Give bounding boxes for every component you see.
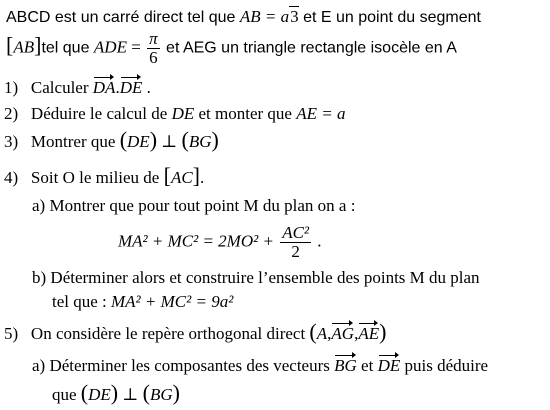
q2-mid: et monter que bbox=[194, 104, 297, 123]
perp-symbol-2: ⊥ bbox=[118, 385, 143, 404]
intro-line-2 bbox=[6, 30, 457, 67]
line-de: DE bbox=[127, 132, 150, 151]
q3-text: Montrer que bbox=[30, 132, 120, 151]
q4b-label: b) bbox=[32, 268, 47, 287]
formula-num: AC² bbox=[282, 223, 310, 242]
question-1 bbox=[4, 78, 151, 98]
vector-ae: AE bbox=[358, 324, 380, 343]
vector-de: DE bbox=[119, 78, 143, 97]
question-2 bbox=[4, 104, 345, 124]
q1-text: Calculer bbox=[30, 78, 93, 97]
question-3: 3) Montrer que (DE) ⊥ (BG) bbox=[4, 127, 219, 152]
intro-text: ABCD est un carré direct tel que bbox=[6, 9, 240, 26]
angle-ade: ADE bbox=[93, 37, 127, 57]
fraction-pi-6 bbox=[147, 30, 160, 67]
formula-end: . bbox=[313, 231, 322, 251]
line-bg-2: BG bbox=[149, 385, 173, 404]
intro-text-b: et E un point du segment bbox=[298, 9, 481, 26]
question-5a-line2: que (DE) ⊥ (BG) bbox=[52, 380, 180, 405]
math-ae-eq-a: AE = a bbox=[296, 104, 346, 123]
question-4b-line2 bbox=[52, 292, 233, 312]
frac-den: 6 bbox=[149, 48, 158, 67]
q5-text: On considère le repère orthogonal direct bbox=[30, 324, 310, 343]
origin-a: A bbox=[316, 324, 328, 343]
end: . bbox=[142, 78, 151, 97]
bracket-open: [ bbox=[6, 32, 14, 58]
segment-ab: AB bbox=[13, 37, 35, 57]
q5a-et: et bbox=[356, 356, 378, 375]
q5a-que: que bbox=[52, 385, 81, 404]
q2-text: Déduire le calcul de bbox=[30, 104, 172, 123]
q4-text: Soit O le milieu de bbox=[30, 168, 164, 187]
vector-de-2: DE bbox=[377, 356, 401, 375]
eq-sign: = bbox=[126, 37, 146, 57]
q4a-text: Montrer que pour tout point M du plan on a : bbox=[49, 196, 356, 215]
q4-number: 4) bbox=[4, 168, 19, 187]
line-de-2: DE bbox=[88, 385, 111, 404]
segment-ac: AC bbox=[170, 168, 193, 187]
intro-line-1 bbox=[6, 6, 481, 28]
intro-text-c: et AEG un triangle rectangle isocèle en A bbox=[161, 39, 457, 57]
line-bg: BG bbox=[188, 132, 212, 151]
formula-den: 2 bbox=[291, 242, 300, 261]
q5-number: 5) bbox=[4, 324, 19, 343]
q5a-text: Déterminer les composantes des vecteurs bbox=[49, 356, 335, 375]
perp-symbol: ⊥ bbox=[157, 132, 182, 151]
formula-median bbox=[118, 224, 322, 261]
math-eq: = a bbox=[260, 7, 290, 26]
question-4b bbox=[32, 268, 480, 288]
sqrt-three: 3 bbox=[290, 7, 299, 26]
dot: . bbox=[115, 78, 120, 97]
frac-num: π bbox=[149, 29, 158, 48]
question-5: 5) On considère le repère orthogonal direct (A,AG,AE) bbox=[4, 319, 387, 344]
formula-left: MA² + MC² = 2MO² + bbox=[118, 231, 279, 251]
q4b-text: Déterminer alors et construire l’ensemble des points M du plan bbox=[50, 268, 480, 287]
vector-bg: BG bbox=[334, 356, 357, 375]
question-4: 4) Soit O le milieu de [AC]. bbox=[4, 163, 205, 188]
q5a-label: a) bbox=[32, 356, 46, 375]
q4b-tel-que: tel que : bbox=[52, 292, 112, 311]
question-5a bbox=[32, 356, 488, 376]
q4-end: . bbox=[200, 168, 205, 187]
vector-da: DA bbox=[92, 78, 116, 97]
vector-ag: AG bbox=[331, 324, 355, 343]
math-de: DE bbox=[171, 104, 195, 123]
q5a-tail: puis déduire bbox=[400, 356, 489, 375]
formula-9a2: MA² + MC² = 9a² bbox=[111, 292, 234, 311]
q2-number: 2) bbox=[4, 104, 19, 123]
q4a-label: a) bbox=[32, 196, 46, 215]
math-ab: AB bbox=[239, 7, 261, 26]
question-4a bbox=[32, 196, 355, 216]
fraction-ac2-2 bbox=[280, 224, 311, 261]
intro-tel-que: tel que bbox=[41, 39, 94, 57]
q1-number: 1) bbox=[4, 78, 19, 97]
bracket-close: ] bbox=[34, 32, 42, 58]
q3-number: 3) bbox=[4, 132, 19, 151]
